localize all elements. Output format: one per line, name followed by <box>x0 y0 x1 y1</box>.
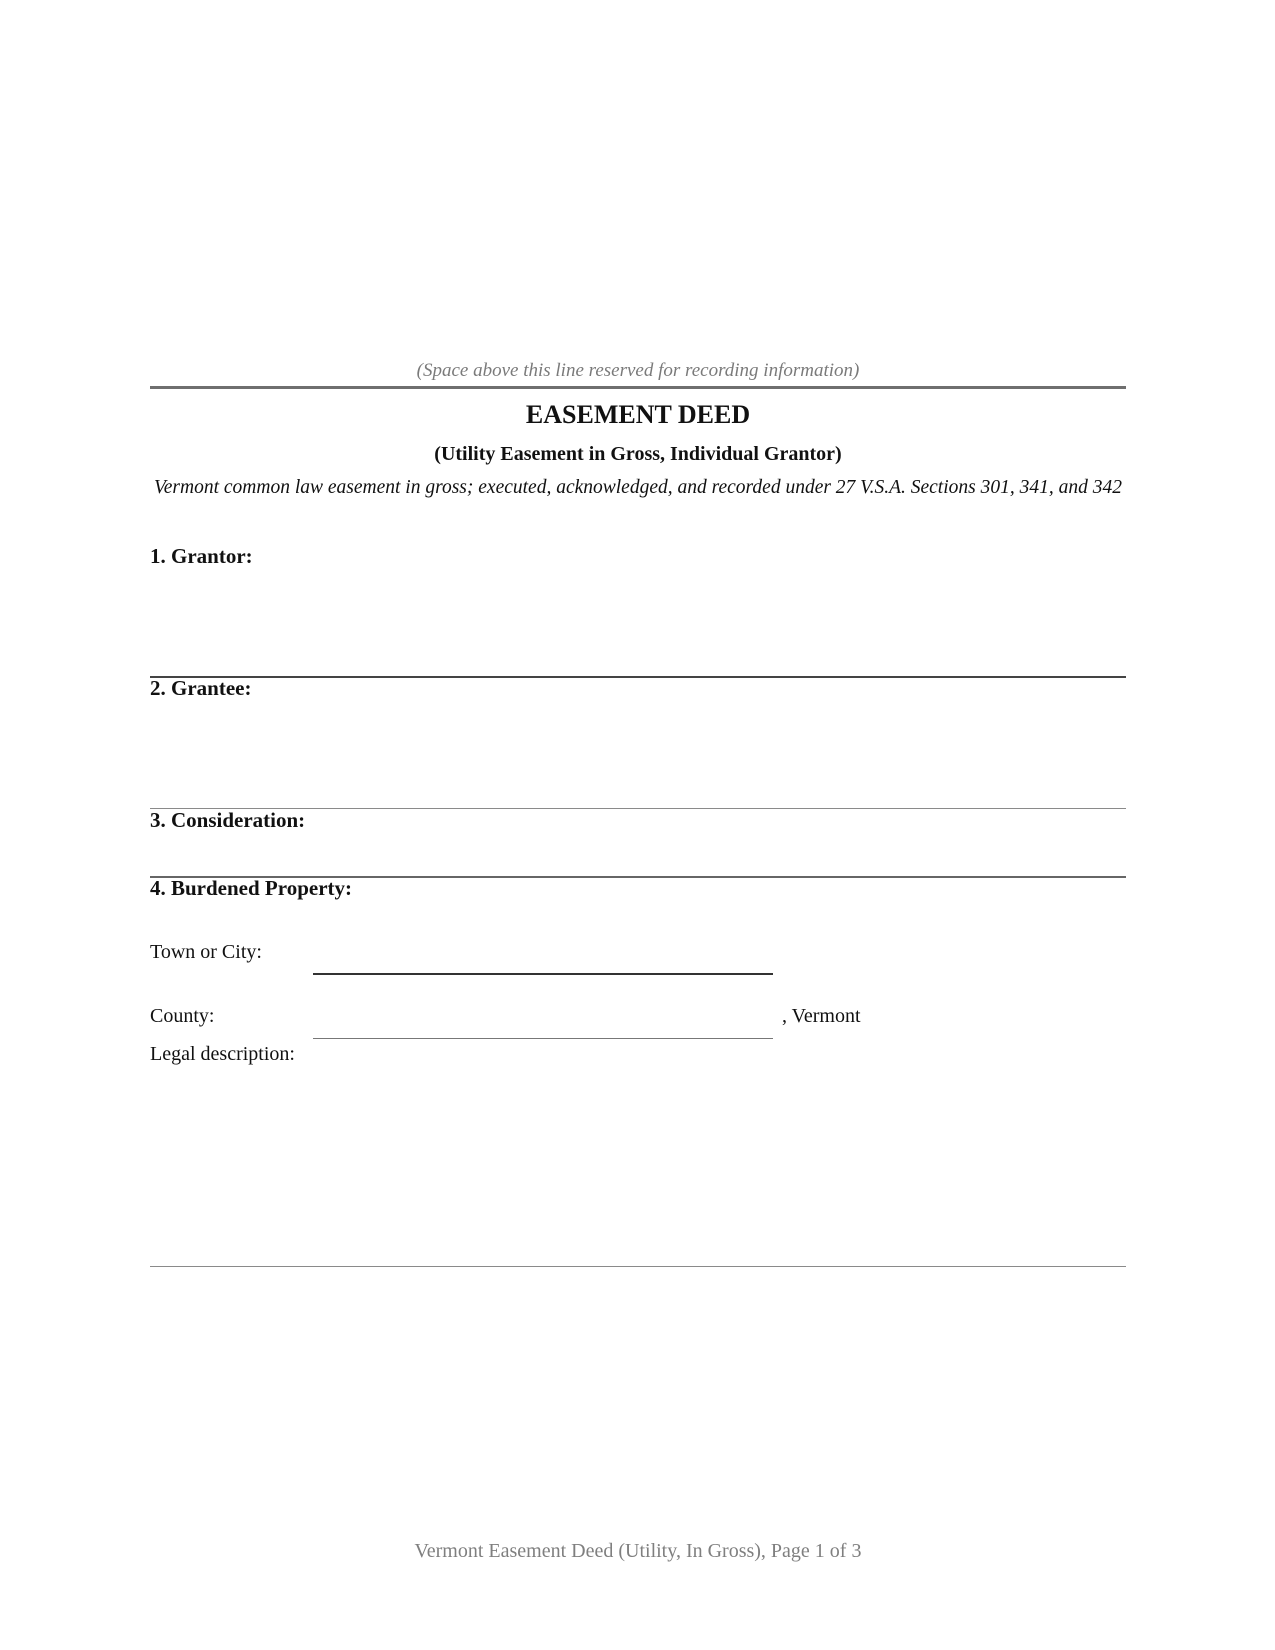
document-title: EASEMENT DEED <box>525 400 751 429</box>
town-label: Town or City: <box>150 941 262 963</box>
statute-line: Vermont common law easement in gross; executed, acknowledged, and recorded under 27 V.S.A. Sections 301, 341, and 342 <box>154 477 1122 498</box>
grantor-entry-line[interactable] <box>150 676 1126 678</box>
grantee-heading: 2. Grantee: <box>150 676 252 700</box>
county-field-line[interactable] <box>313 1038 773 1039</box>
recording-divider <box>150 386 1126 389</box>
town-field-line[interactable] <box>313 973 773 975</box>
page-footer: Vermont Easement Deed (Utility, In Gross), Page 1 of 3 <box>414 1540 862 1562</box>
legal-description-entry-line[interactable] <box>150 1266 1126 1267</box>
burdened-property-heading: 4. Burdened Property: <box>150 876 353 900</box>
county-label: County: <box>150 1005 215 1027</box>
consideration-heading: 3. Consideration: <box>150 808 306 832</box>
legal-description-label: Legal description: <box>150 1043 295 1065</box>
recording-space-note: (Space above this line reserved for recording information) <box>416 360 860 381</box>
county-state-suffix: , Vermont <box>782 1005 861 1027</box>
grantor-heading: 1. Grantor: <box>150 544 253 568</box>
document-subtitle: (Utility Easement in Gross, Individual Grantor) <box>434 443 842 465</box>
